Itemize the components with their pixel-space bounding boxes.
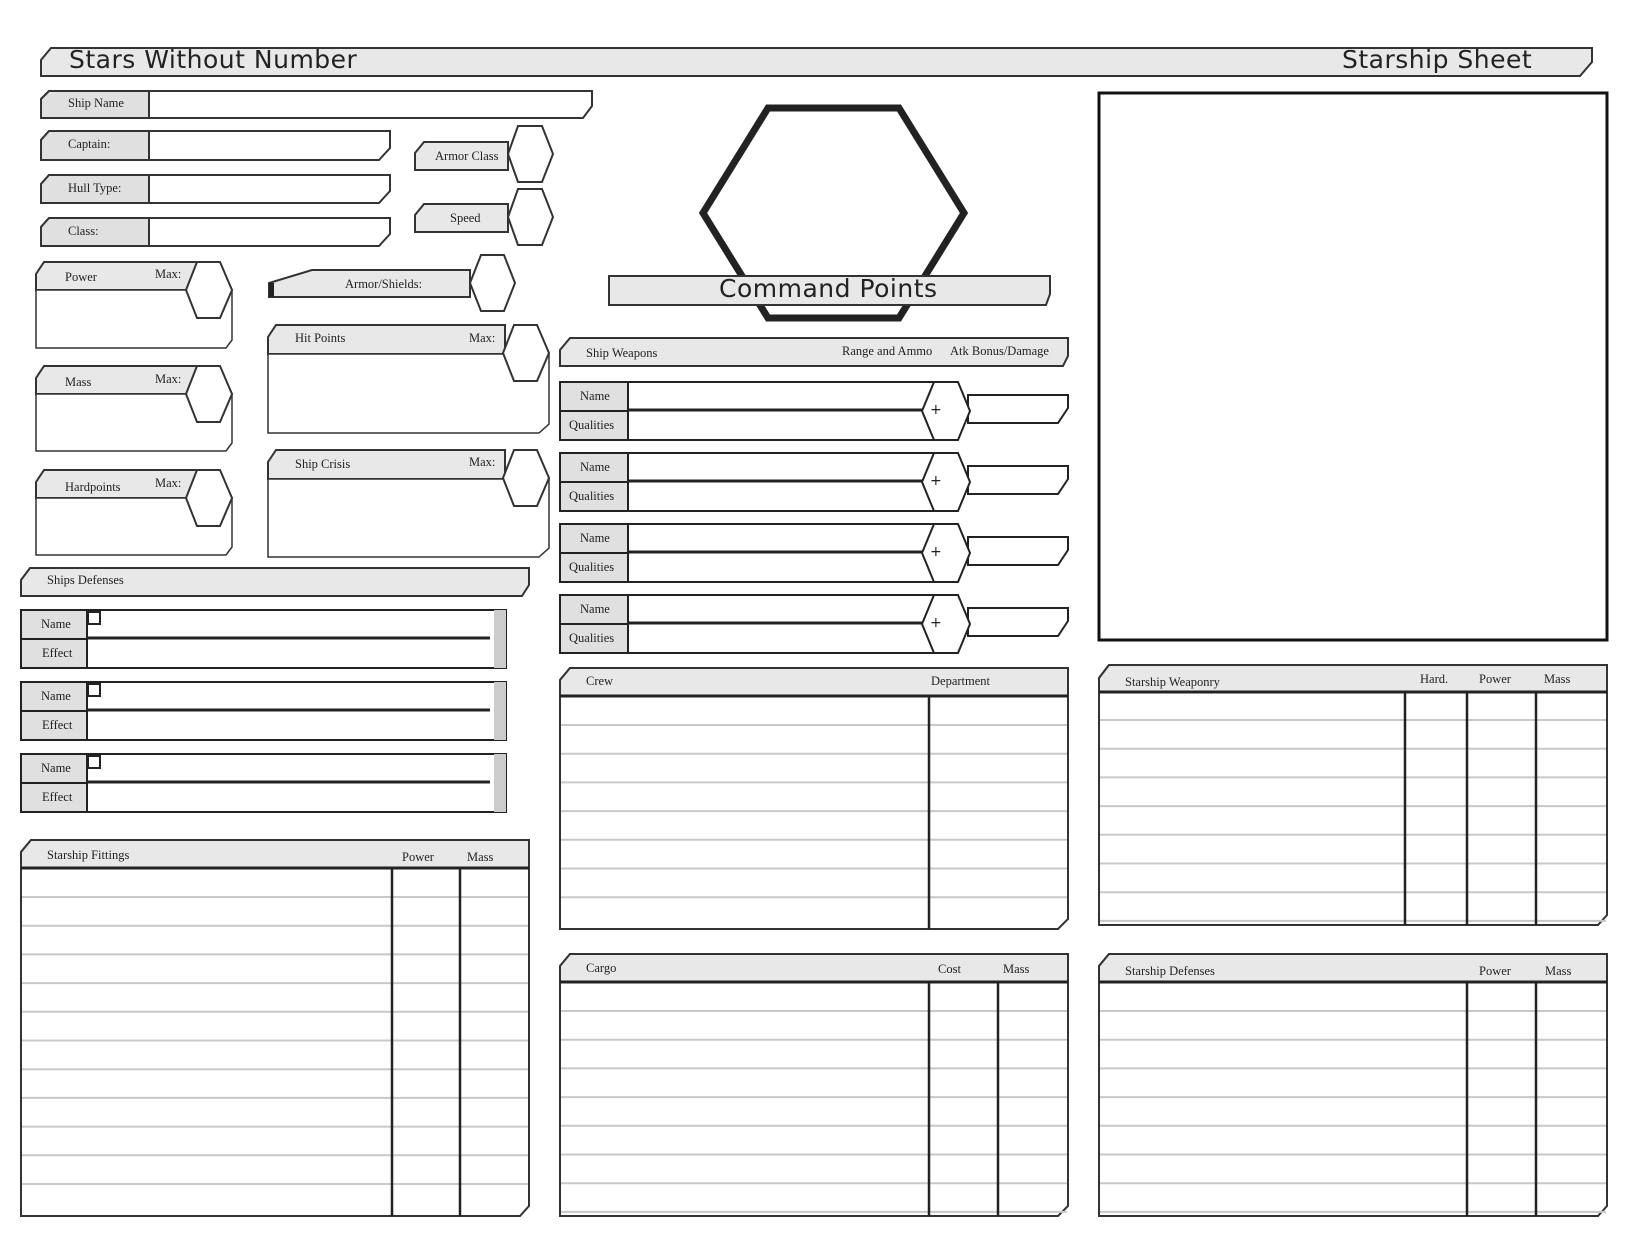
weapon-name-label: Name (580, 602, 610, 616)
crew-department-header: Department (931, 674, 991, 688)
defense-effect-label: Effect (42, 646, 73, 660)
ship-crisis-label: Ship Crisis (295, 457, 351, 471)
weapon-qualities-label: Qualities (569, 631, 615, 645)
power-label: Power (65, 270, 97, 284)
plus-sign: + (930, 473, 942, 489)
ship-weapons-label: Ship Weapons (586, 346, 658, 360)
weapon-row[interactable] (560, 382, 1068, 440)
ship-image-box[interactable] (1099, 93, 1607, 640)
defense-effect-label: Effect (42, 790, 73, 804)
defense-name-label: Name (41, 617, 71, 631)
weaponry-mass-header: Mass (1544, 672, 1571, 686)
atk-bonus-field[interactable] (968, 537, 1068, 565)
hull-type-label: Hull Type: (68, 181, 122, 195)
starship-defenses-label: Starship Defenses (1125, 964, 1215, 978)
weapon-row[interactable] (560, 453, 1068, 511)
crew-label: Crew (586, 674, 614, 688)
hit-points-label: Hit Points (295, 331, 346, 345)
defense-row[interactable] (21, 682, 506, 740)
fittings-power-header: Power (402, 850, 434, 864)
ships-defenses-label: Ships Defenses (47, 573, 124, 587)
starship-fittings-label: Starship Fittings (47, 848, 130, 862)
weapon-name-label: Name (580, 460, 610, 474)
mass-label: Mass (65, 375, 92, 389)
defense-row[interactable] (21, 754, 506, 812)
armor-shields-label: Armor/Shields: (345, 277, 423, 291)
starship-weaponry-label: Starship Weaponry (1125, 675, 1220, 689)
speed-field[interactable] (415, 189, 553, 245)
weapon-row[interactable] (560, 595, 1068, 653)
crew-table[interactable] (560, 668, 1068, 929)
power-max-label: Max: (155, 267, 182, 281)
ship-crisis-max-label: Max: (469, 455, 496, 469)
defense-checkbox[interactable] (88, 756, 100, 768)
starship-weaponry-table[interactable] (1099, 665, 1607, 925)
range-ammo-label: Range and Ammo (842, 344, 933, 358)
mass-max-label: Max: (155, 372, 182, 386)
cargo-cost-header: Cost (938, 962, 961, 976)
defense-checkbox[interactable] (88, 612, 100, 624)
hardpoints-label: Hardpoints (65, 480, 121, 494)
weaponry-hard-header: Hard. (1420, 672, 1449, 686)
captain-label: Captain: (68, 137, 111, 151)
hit-points-max-label: Max: (469, 331, 496, 345)
ship-name-label: Ship Name (68, 96, 124, 110)
plus-sign: + (930, 544, 942, 560)
starship-defenses-table[interactable] (1099, 954, 1607, 1216)
atk-bonus-field[interactable] (968, 395, 1068, 423)
defense-name-label: Name (41, 689, 71, 703)
defense-row[interactable] (21, 610, 506, 668)
defense-effect-label: Effect (42, 718, 73, 732)
game-title: Stars Without Number (69, 45, 358, 74)
weapon-name-label: Name (580, 531, 610, 545)
atk-bonus-field[interactable] (968, 466, 1068, 494)
fittings-mass-header: Mass (467, 850, 494, 864)
weaponry-power-header: Power (1479, 672, 1511, 686)
sheet-title: Starship Sheet (1342, 45, 1533, 74)
weapon-qualities-label: Qualities (569, 418, 615, 432)
weapon-qualities-label: Qualities (569, 489, 615, 503)
cargo-table[interactable] (560, 954, 1068, 1216)
defenses-power-header: Power (1479, 964, 1511, 978)
command-points-label: Command Points (719, 274, 938, 303)
defenses-mass-header: Mass (1545, 964, 1572, 978)
weapon-row[interactable] (560, 524, 1068, 582)
cargo-label: Cargo (586, 961, 617, 975)
atk-bonus-label: Atk Bonus/Damage (950, 344, 1049, 358)
hardpoints-max-label: Max: (155, 476, 182, 490)
defense-name-label: Name (41, 761, 71, 775)
plus-sign: + (930, 615, 942, 631)
weapon-name-label: Name (580, 389, 610, 403)
defense-checkbox[interactable] (88, 684, 100, 696)
weapon-qualities-label: Qualities (569, 560, 615, 574)
class-label: Class: (68, 224, 99, 238)
cargo-mass-header: Mass (1003, 962, 1030, 976)
ship-defense-rows (21, 610, 506, 812)
armor-class-label: Armor Class (435, 149, 499, 163)
atk-bonus-field[interactable] (968, 608, 1068, 636)
ship-weapon-rows (560, 382, 1068, 653)
speed-label: Speed (450, 211, 481, 225)
plus-sign: + (930, 402, 942, 418)
